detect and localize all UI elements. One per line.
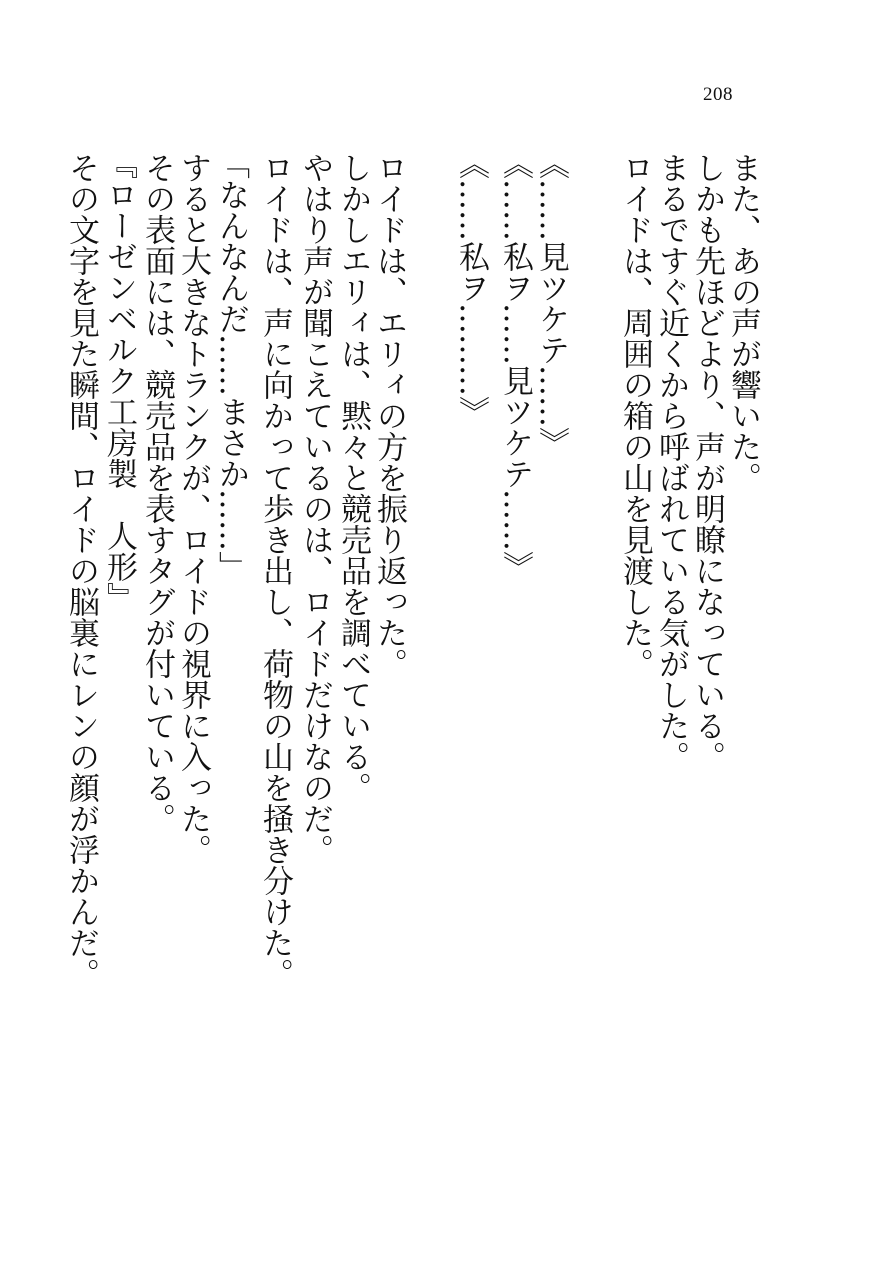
text-line-13: すると大きなトランクが、ロイドの視界に入った。 [175, 152, 211, 865]
text-line-6: 《……私ヲ……見ツケテ……》 [497, 148, 533, 582]
text-line-14: その表面には、競売品を表すタグが付いている。 [139, 152, 175, 834]
text-line-1: また、あの声が響いた。 [725, 152, 761, 493]
text-line-9: しかしエリィは、黙々と競売品を調べている。 [335, 152, 371, 803]
text-line-8: ロイドは、エリィの方を振り返った。 [371, 152, 407, 679]
text-line-15: 『ローゼンベルク工房製 人形』 [101, 148, 137, 613]
text-line-11: ロイドは、声に向かって歩き出し、荷物の山を掻き分けた。 [257, 152, 293, 989]
text-line-4: ロイドは、周囲の箱の山を見渡した。 [617, 152, 653, 679]
text-line-5: 《……見ツケテ……》 [533, 148, 569, 458]
page-number: 208 [703, 84, 733, 105]
text-line-2: しかも先ほどより、声が明瞭になっている。 [689, 152, 725, 772]
text-line-3: まるですぐ近くから呼ばれている気がした。 [653, 152, 689, 772]
text-line-7: 《……私ヲ………》 [453, 148, 489, 427]
text-line-12: 「なんなんだ……まさか……」 [213, 148, 249, 582]
text-line-16: その文字を見た瞬間、ロイドの脳裏にレンの顔が浮かんだ。 [63, 152, 99, 989]
text-line-10: やはり声が聞こえているのは、ロイドだけなのだ。 [297, 152, 333, 865]
